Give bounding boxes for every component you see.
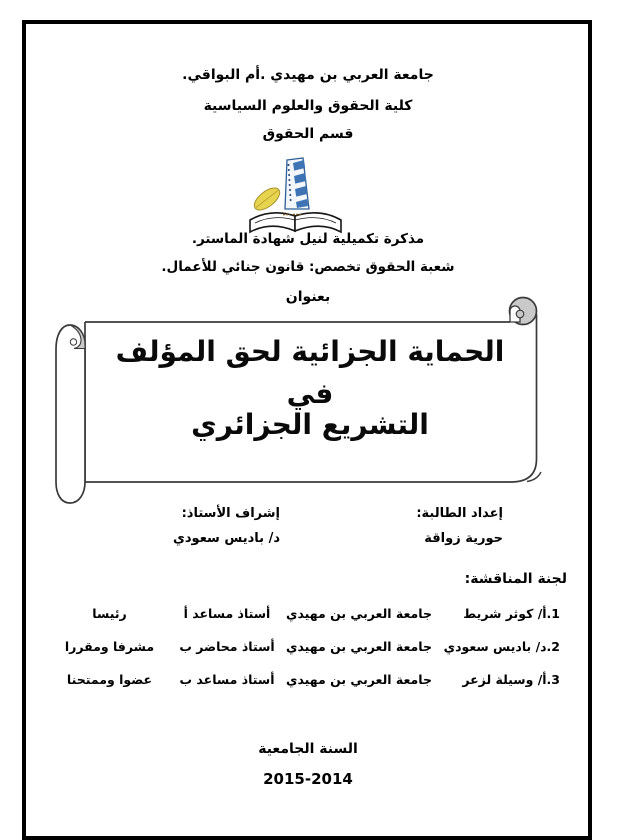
faculty-name: كلية الحقوق والعلوم السياسية xyxy=(203,98,413,114)
committee-member-university: جامعة العربي بن مهيدي xyxy=(286,672,432,687)
committee-member-role: رئيسا xyxy=(92,606,127,621)
university-emblem-icon xyxy=(243,157,348,237)
thesis-title-line2: التشريع الجزائري xyxy=(191,408,429,441)
committee-member-university: جامعة العربي بن مهيدي xyxy=(286,606,432,621)
committee-label: لجنة المناقشة: xyxy=(464,571,567,587)
supervisor-label: إشراف الأستاذ: xyxy=(181,506,280,521)
committee-row xyxy=(48,670,560,690)
student-label: إعداد الطالبة: xyxy=(416,506,503,521)
committee-member-name: 2.د/ باديس سعودي xyxy=(443,639,560,654)
committee-member-university: جامعة العربي بن مهيدي xyxy=(286,639,432,654)
committee-member-rank: أستاذ محاضر ب xyxy=(179,639,275,654)
committee-row xyxy=(48,604,560,624)
academic-year-value xyxy=(24,770,592,788)
thesis-type-line: مذكرة تكميلية لنيل شهادة الماستر. xyxy=(191,231,425,247)
titled-label: بعنوان xyxy=(285,289,331,305)
committee-table xyxy=(48,604,560,703)
university-name: جامعة العربي بن مهيدي .أم البواقي. xyxy=(182,67,434,83)
university-logo xyxy=(243,157,348,237)
specialty-line: شعبة الحقوق تخصص: قانون جنائي للأعمال. xyxy=(161,259,455,275)
committee-member-rank: أستاذ مساعد أ xyxy=(183,606,271,621)
committee-member-name: 1.أ/ كوثر شريط xyxy=(463,606,560,621)
supervisor-name: د/ باديس سعودي xyxy=(172,531,280,546)
student-block xyxy=(416,501,503,551)
committee-row xyxy=(48,637,560,657)
supervisor-block xyxy=(173,501,280,551)
committee-member-name: 3.أ/ وسيلة لزعر xyxy=(462,672,560,687)
committee-member-role: مشرفا ومقررا xyxy=(64,639,155,654)
academic-year-label: السنة الجامعية xyxy=(258,741,358,757)
department-name: قسم الحقوق xyxy=(262,126,354,142)
committee-member-role: عضوا وممتحنا xyxy=(66,672,153,687)
committee-member-rank: أستاذ مساعد ب xyxy=(179,672,275,687)
academic-year-number: 2015-2014 xyxy=(263,770,353,788)
thesis-title-line1: الحماية الجزائية لحق المؤلف في xyxy=(115,335,505,410)
student-name: حورية زواقة xyxy=(424,531,503,546)
